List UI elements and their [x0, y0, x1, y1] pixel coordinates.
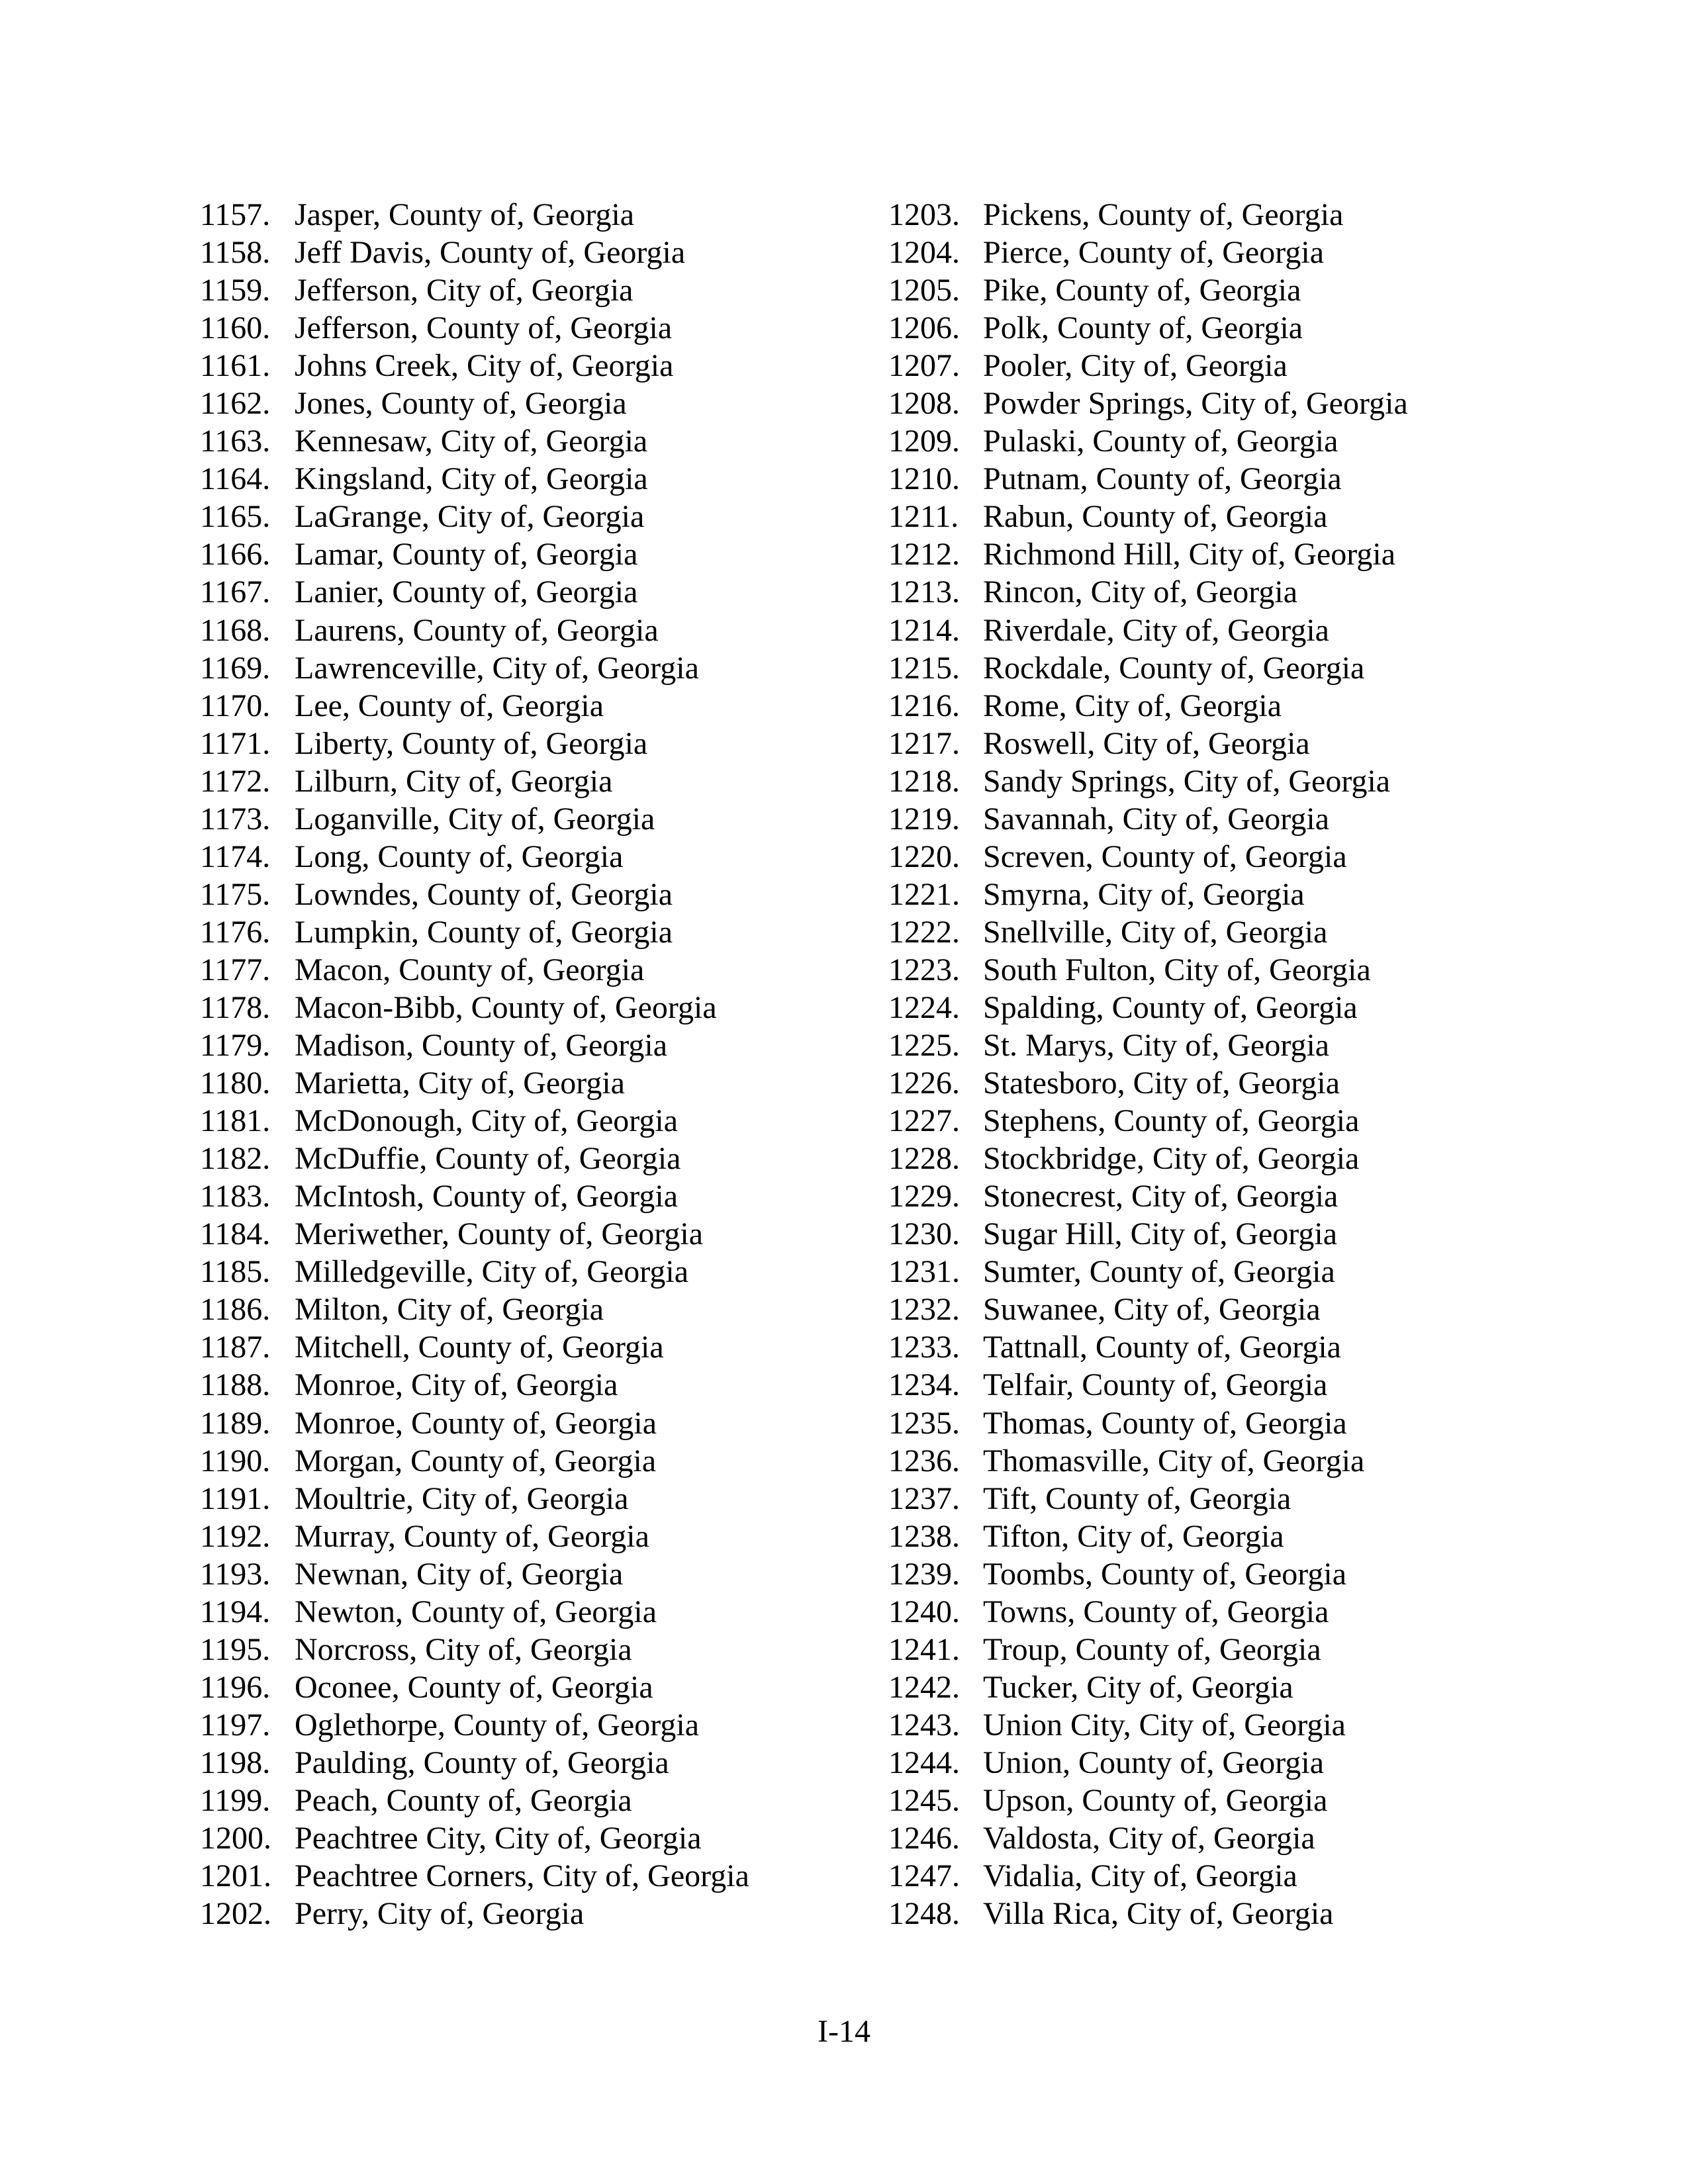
- entry-number: 1170.: [200, 688, 271, 723]
- entry-number: 1174.: [200, 839, 271, 874]
- entry-name: Powder Springs, City of, Georgia: [983, 386, 1408, 422]
- entry-number: 1180.: [200, 1066, 271, 1101]
- list-item: [200, 385, 749, 422]
- entry-name: Monroe, City of, Georgia: [295, 1367, 618, 1403]
- list-item: [888, 309, 1408, 347]
- entry-number: 1176.: [200, 914, 271, 950]
- entry-number: 1203.: [888, 197, 960, 232]
- list-item: [200, 347, 749, 385]
- entry-name: Screven, County of, Georgia: [983, 839, 1347, 874]
- entry-number: 1211.: [888, 499, 959, 535]
- entry-name: Mitchell, County of, Georgia: [295, 1330, 664, 1365]
- entry-name: Kennesaw, City of, Georgia: [295, 424, 648, 459]
- entry-name: Sandy Springs, City of, Georgia: [983, 763, 1391, 799]
- list-item: [888, 1593, 1408, 1631]
- entry-name: Pulaski, County of, Georgia: [983, 424, 1338, 459]
- list-item: [888, 1140, 1408, 1177]
- entry-name: Oconee, County of, Georgia: [295, 1669, 653, 1705]
- list-item: [888, 573, 1408, 611]
- entry-number: 1183.: [200, 1179, 271, 1214]
- entry-number: 1173.: [200, 801, 271, 837]
- entry-number: 1208.: [888, 386, 960, 422]
- entry-name: Milledgeville, City of, Georgia: [295, 1254, 689, 1290]
- list-item: [888, 1366, 1408, 1404]
- list-item: [888, 1177, 1408, 1215]
- list-item: [888, 1819, 1408, 1857]
- entry-name: Roswell, City of, Georgia: [983, 725, 1310, 761]
- list-item: [888, 687, 1408, 725]
- list-item: [888, 1253, 1408, 1291]
- list-item: [888, 913, 1408, 951]
- entry-number: 1162.: [200, 386, 271, 422]
- entry-number: 1184.: [200, 1216, 271, 1252]
- entry-number: 1182.: [200, 1141, 271, 1177]
- list-item: [888, 535, 1408, 573]
- entry-number: 1185.: [200, 1254, 271, 1290]
- list-item: [200, 1518, 749, 1555]
- entry-name: Richmond Hill, City of, Georgia: [983, 537, 1396, 572]
- entry-name: Troup, County of, Georgia: [983, 1631, 1321, 1667]
- entry-name: Peach, County of, Georgia: [295, 1782, 632, 1818]
- entry-number: 1240.: [888, 1594, 960, 1629]
- entry-number: 1179.: [200, 1028, 271, 1064]
- entry-number: 1206.: [888, 310, 960, 346]
- entry-name: Milton, City of, Georgia: [295, 1292, 604, 1328]
- entry-name: Smyrna, City of, Georgia: [983, 876, 1305, 912]
- entry-number: 1161.: [200, 348, 271, 384]
- entry-name: Pooler, City of, Georgia: [983, 348, 1288, 384]
- entry-name: Jefferson, City of, Georgia: [295, 273, 633, 308]
- entry-name: Towns, County of, Georgia: [983, 1594, 1329, 1629]
- list-item: [888, 347, 1408, 385]
- entry-number: 1222.: [888, 914, 960, 950]
- list-item: [888, 196, 1408, 234]
- entry-number: 1197.: [200, 1707, 271, 1743]
- entry-name: Lee, County of, Georgia: [295, 688, 604, 723]
- entry-name: Loganville, City of, Georgia: [295, 801, 655, 837]
- entry-name: Sumter, County of, Georgia: [983, 1254, 1335, 1290]
- list-item: [200, 422, 749, 460]
- entry-number: 1210.: [888, 461, 960, 497]
- entry-name: Madison, County of, Georgia: [295, 1028, 668, 1064]
- entry-number: 1200.: [200, 1821, 271, 1856]
- list-item: [888, 989, 1408, 1026]
- entry-number: 1189.: [200, 1405, 271, 1441]
- entry-name: Stonecrest, City of, Georgia: [983, 1179, 1338, 1214]
- list-item: [200, 1631, 749, 1668]
- entry-number: 1213.: [888, 574, 960, 610]
- entry-name: Perry, City of, Georgia: [295, 1896, 585, 1932]
- entry-name: Lamar, County of, Georgia: [295, 537, 638, 572]
- entry-number: 1238.: [888, 1518, 960, 1554]
- entry-number: 1230.: [888, 1216, 960, 1252]
- entry-number: 1220.: [888, 839, 960, 874]
- entry-number: 1193.: [200, 1556, 271, 1592]
- list-item: [200, 573, 749, 611]
- entry-number: 1233.: [888, 1330, 960, 1365]
- list-item: [888, 1782, 1408, 1819]
- list-item: [888, 1404, 1408, 1442]
- list-item: [888, 1291, 1408, 1328]
- entry-number: 1159.: [200, 273, 271, 308]
- left-column-list: [200, 196, 749, 1933]
- list-item: [200, 1668, 749, 1706]
- entry-name: Lumpkin, County of, Georgia: [295, 914, 673, 950]
- list-item: [888, 460, 1408, 498]
- list-item: [888, 498, 1408, 535]
- entry-name: Rome, City of, Georgia: [983, 688, 1282, 723]
- entry-number: 1204.: [888, 235, 960, 271]
- entry-name: Newton, County of, Georgia: [295, 1594, 657, 1629]
- list-item: [200, 1706, 749, 1744]
- entry-name: Telfair, County of, Georgia: [983, 1367, 1328, 1403]
- entry-name: Murray, County of, Georgia: [295, 1518, 649, 1554]
- entry-name: Liberty, County of, Georgia: [295, 725, 648, 761]
- entry-number: 1212.: [888, 537, 960, 572]
- list-item: [888, 838, 1408, 876]
- right-column-list: [888, 196, 1408, 1933]
- entry-name: Lowndes, County of, Georgia: [295, 876, 673, 912]
- entry-number: 1209.: [888, 424, 960, 459]
- entry-number: 1192.: [200, 1518, 271, 1554]
- list-item: [200, 1253, 749, 1291]
- entry-name: McIntosh, County of, Georgia: [295, 1179, 679, 1214]
- entry-number: 1198.: [200, 1745, 271, 1780]
- entry-name: Johns Creek, City of, Georgia: [295, 348, 674, 384]
- entry-number: 1223.: [888, 952, 960, 987]
- entry-name: Paulding, County of, Georgia: [295, 1745, 669, 1780]
- list-item: [888, 422, 1408, 460]
- list-item: [200, 687, 749, 725]
- entry-name: Marietta, City of, Georgia: [295, 1066, 625, 1101]
- entry-name: Morgan, County of, Georgia: [295, 1443, 657, 1479]
- entry-name: Thomas, County of, Georgia: [983, 1405, 1347, 1441]
- entry-name: Suwanee, City of, Georgia: [983, 1292, 1321, 1328]
- entry-number: 1224.: [888, 989, 960, 1025]
- list-item: [200, 762, 749, 800]
- entry-name: Valdosta, City of, Georgia: [983, 1821, 1315, 1856]
- list-item: [888, 1744, 1408, 1782]
- entry-number: 1202.: [200, 1896, 271, 1932]
- entry-name: Pierce, County of, Georgia: [983, 235, 1324, 271]
- list-item: [200, 989, 749, 1026]
- entry-number: 1188.: [200, 1367, 271, 1403]
- entry-number: 1166.: [200, 537, 271, 572]
- entry-name: Upson, County of, Georgia: [983, 1782, 1328, 1818]
- entry-name: Toombs, County of, Georgia: [983, 1556, 1347, 1592]
- list-item: [200, 1291, 749, 1328]
- entry-number: 1241.: [888, 1631, 960, 1667]
- entry-name: McDuffie, County of, Georgia: [295, 1141, 681, 1177]
- list-item: [200, 725, 749, 762]
- entry-name: Spalding, County of, Georgia: [983, 989, 1358, 1025]
- entry-number: 1169.: [200, 650, 271, 686]
- entry-number: 1231.: [888, 1254, 960, 1290]
- entry-name: Vidalia, City of, Georgia: [983, 1858, 1297, 1894]
- entry-number: 1158.: [200, 235, 271, 271]
- entry-name: Union City, City of, Georgia: [983, 1707, 1346, 1743]
- list-item: [888, 1026, 1408, 1064]
- entry-number: 1178.: [200, 989, 271, 1025]
- entry-name: Oglethorpe, County of, Georgia: [295, 1707, 699, 1743]
- entry-number: 1191.: [200, 1480, 271, 1516]
- entry-name: Lilburn, City of, Georgia: [295, 763, 613, 799]
- list-item: [200, 1328, 749, 1366]
- entry-number: 1186.: [200, 1292, 271, 1328]
- entry-number: 1201.: [200, 1858, 271, 1894]
- entry-number: 1168.: [200, 612, 271, 648]
- entry-number: 1235.: [888, 1405, 960, 1441]
- entry-name: Riverdale, City of, Georgia: [983, 612, 1329, 648]
- entry-name: Union, County of, Georgia: [983, 1745, 1325, 1780]
- entry-number: 1177.: [200, 952, 271, 987]
- entry-number: 1228.: [888, 1141, 960, 1177]
- entry-name: Laurens, County of, Georgia: [295, 612, 659, 648]
- list-item: [888, 612, 1408, 649]
- list-item: [888, 385, 1408, 422]
- entry-number: 1218.: [888, 763, 960, 799]
- list-item: [888, 1668, 1408, 1706]
- entry-name: Macon, County of, Georgia: [295, 952, 645, 987]
- entry-number: 1199.: [200, 1782, 271, 1818]
- list-item: [200, 271, 749, 309]
- entry-number: 1234.: [888, 1367, 960, 1403]
- list-item: [200, 1404, 749, 1442]
- entry-number: 1160.: [200, 310, 271, 346]
- page-number: I-14: [818, 2014, 870, 2049]
- entry-name: Jones, County of, Georgia: [295, 386, 627, 422]
- entry-number: 1187.: [200, 1330, 271, 1365]
- entry-number: 1172.: [200, 763, 271, 799]
- list-item: [888, 1480, 1408, 1518]
- entry-name: LaGrange, City of, Georgia: [295, 499, 645, 535]
- entry-number: 1163.: [200, 424, 271, 459]
- entry-number: 1239.: [888, 1556, 960, 1592]
- entry-name: Jefferson, County of, Georgia: [295, 310, 673, 346]
- list-item: [888, 1518, 1408, 1555]
- list-item: [888, 1895, 1408, 1933]
- entry-name: Peachtree Corners, City of, Georgia: [295, 1858, 749, 1894]
- entry-number: 1247.: [888, 1858, 960, 1894]
- entry-name: Jeff Davis, County of, Georgia: [295, 235, 686, 271]
- entry-number: 1248.: [888, 1896, 960, 1932]
- list-item: [888, 762, 1408, 800]
- entry-name: Rabun, County of, Georgia: [983, 499, 1328, 535]
- list-item: [200, 612, 749, 649]
- list-item: [200, 1215, 749, 1253]
- entry-name: Savannah, City of, Georgia: [983, 801, 1330, 837]
- entry-number: 1225.: [888, 1028, 960, 1064]
- entry-name: Lanier, County of, Georgia: [295, 574, 638, 610]
- entry-name: Kingsland, City of, Georgia: [295, 461, 648, 497]
- list-item: [888, 1215, 1408, 1253]
- entry-number: 1190.: [200, 1443, 271, 1479]
- entry-name: Tifton, City of, Georgia: [983, 1518, 1284, 1554]
- entry-number: 1221.: [888, 876, 960, 912]
- entry-number: 1205.: [888, 273, 960, 308]
- entry-number: 1194.: [200, 1594, 271, 1629]
- list-item: [888, 876, 1408, 913]
- list-item: [200, 1064, 749, 1102]
- list-item: [888, 1857, 1408, 1895]
- entry-number: 1175.: [200, 876, 271, 912]
- entry-number: 1215.: [888, 650, 960, 686]
- entry-name: South Fulton, City of, Georgia: [983, 952, 1371, 987]
- entry-number: 1242.: [888, 1669, 960, 1705]
- entry-name: Stockbridge, City of, Georgia: [983, 1141, 1360, 1177]
- list-item: [888, 1555, 1408, 1593]
- list-item: [200, 951, 749, 989]
- entry-number: 1219.: [888, 801, 960, 837]
- entry-number: 1196.: [200, 1669, 271, 1705]
- list-item: [888, 1328, 1408, 1366]
- list-item: [888, 234, 1408, 271]
- list-item: [200, 1442, 749, 1480]
- entry-name: Pickens, County of, Georgia: [983, 197, 1344, 232]
- entry-number: 1243.: [888, 1707, 960, 1743]
- list-item: [200, 800, 749, 838]
- list-item: [200, 913, 749, 951]
- entry-name: Stephens, County of, Georgia: [983, 1103, 1360, 1139]
- entry-name: St. Marys, City of, Georgia: [983, 1028, 1330, 1064]
- list-item: [200, 196, 749, 234]
- list-item: [200, 309, 749, 347]
- entry-name: Lawrenceville, City of, Georgia: [295, 650, 699, 686]
- entry-number: 1207.: [888, 348, 960, 384]
- entry-name: Sugar Hill, City of, Georgia: [983, 1216, 1338, 1252]
- entry-number: 1167.: [200, 574, 271, 610]
- entry-name: Tucker, City of, Georgia: [983, 1669, 1293, 1705]
- entry-name: Statesboro, City of, Georgia: [983, 1066, 1340, 1101]
- list-item: [200, 1555, 749, 1593]
- entry-name: Villa Rica, City of, Georgia: [983, 1896, 1334, 1932]
- entry-name: Newnan, City of, Georgia: [295, 1556, 624, 1592]
- entry-number: 1245.: [888, 1782, 960, 1818]
- entry-name: Macon-Bibb, County of, Georgia: [295, 989, 717, 1025]
- entry-number: 1171.: [200, 725, 271, 761]
- entry-number: 1157.: [200, 197, 271, 232]
- list-item: [888, 1442, 1408, 1480]
- list-item: [200, 535, 749, 573]
- list-item: [200, 1026, 749, 1064]
- list-item: [200, 1895, 749, 1933]
- entry-number: 1164.: [200, 461, 271, 497]
- list-item: [200, 498, 749, 535]
- list-item: [200, 1140, 749, 1177]
- list-item: [888, 1064, 1408, 1102]
- list-item: [200, 1177, 749, 1215]
- list-item: [888, 951, 1408, 989]
- list-item: [200, 1102, 749, 1140]
- entry-number: 1232.: [888, 1292, 960, 1328]
- entry-name: Thomasville, City of, Georgia: [983, 1443, 1365, 1479]
- list-item: [888, 271, 1408, 309]
- entry-number: 1181.: [200, 1103, 271, 1139]
- list-item: [200, 649, 749, 687]
- entry-name: Tattnall, County of, Georgia: [983, 1330, 1341, 1365]
- list-item: [200, 838, 749, 876]
- entry-name: Long, County of, Georgia: [295, 839, 624, 874]
- entry-name: Putnam, County of, Georgia: [983, 461, 1342, 497]
- entry-number: 1216.: [888, 688, 960, 723]
- entry-number: 1236.: [888, 1443, 960, 1479]
- list-item: [200, 1819, 749, 1857]
- list-item: [888, 1706, 1408, 1744]
- entry-number: 1244.: [888, 1745, 960, 1780]
- entry-name: Tift, County of, Georgia: [983, 1480, 1291, 1516]
- list-item: [200, 1366, 749, 1404]
- entry-name: Rockdale, County of, Georgia: [983, 650, 1365, 686]
- entry-name: McDonough, City of, Georgia: [295, 1103, 679, 1139]
- list-item: [200, 1744, 749, 1782]
- entry-number: 1214.: [888, 612, 960, 648]
- entry-name: Monroe, County of, Georgia: [295, 1405, 657, 1441]
- entry-number: 1217.: [888, 725, 960, 761]
- list-item: [200, 1782, 749, 1819]
- entry-name: Norcross, City of, Georgia: [295, 1631, 632, 1667]
- entry-name: Meriwether, County of, Georgia: [295, 1216, 704, 1252]
- list-item: [888, 1631, 1408, 1668]
- entry-name: Peachtree City, City of, Georgia: [295, 1821, 702, 1856]
- list-item: [200, 1857, 749, 1895]
- entry-number: 1246.: [888, 1821, 960, 1856]
- list-item: [200, 234, 749, 271]
- entry-name: Polk, County of, Georgia: [983, 310, 1303, 346]
- entry-name: Jasper, County of, Georgia: [295, 197, 635, 232]
- entry-number: 1195.: [200, 1631, 271, 1667]
- list-item: [200, 1593, 749, 1631]
- list-item: [200, 1480, 749, 1518]
- entry-name: Snellville, City of, Georgia: [983, 914, 1328, 950]
- entry-number: 1227.: [888, 1103, 960, 1139]
- list-item: [888, 725, 1408, 762]
- list-item: [888, 649, 1408, 687]
- list-item: [888, 800, 1408, 838]
- entry-name: Moultrie, City of, Georgia: [295, 1480, 629, 1516]
- list-item: [200, 876, 749, 913]
- list-item: [200, 460, 749, 498]
- entry-name: Rincon, City of, Georgia: [983, 574, 1298, 610]
- entry-name: Pike, County of, Georgia: [983, 273, 1301, 308]
- entry-number: 1237.: [888, 1480, 960, 1516]
- entry-number: 1229.: [888, 1179, 960, 1214]
- entry-number: 1226.: [888, 1066, 960, 1101]
- entry-number: 1165.: [200, 499, 271, 535]
- list-item: [888, 1102, 1408, 1140]
